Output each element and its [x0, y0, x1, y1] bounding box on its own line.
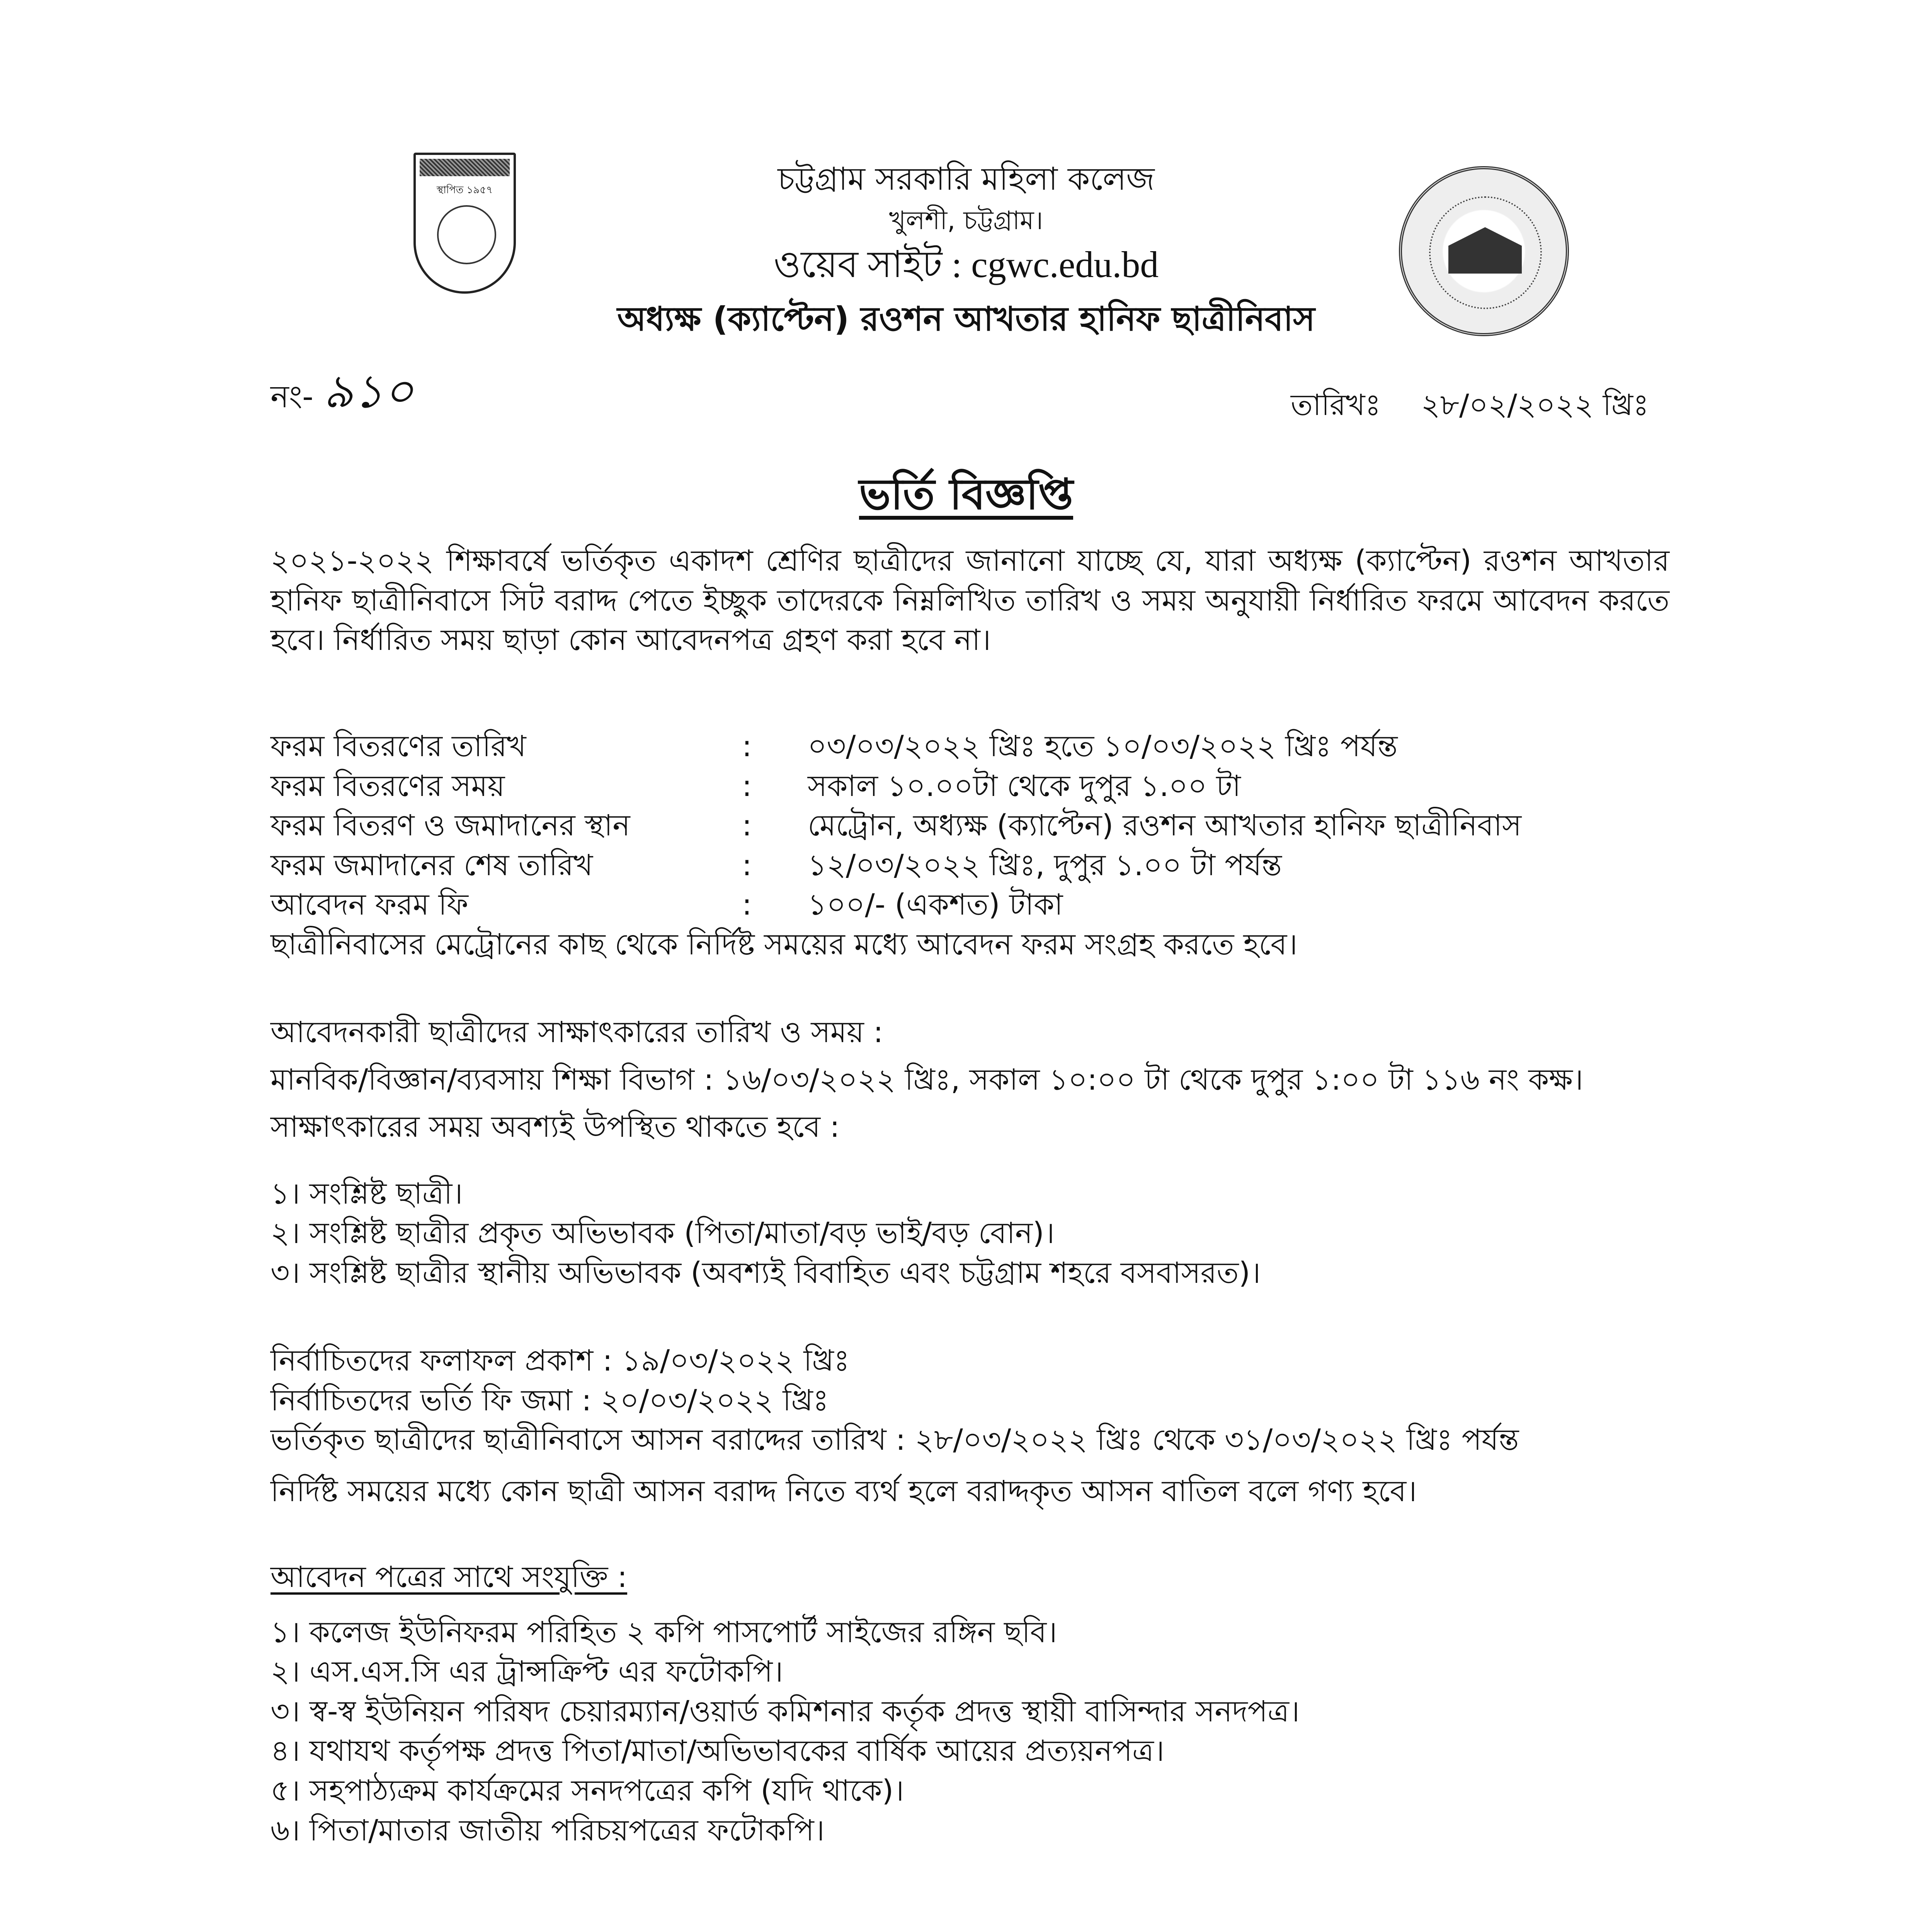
date-item: নির্বাচিতদের ফলাফল প্রকাশ : ১৯/০৩/২০২২ খ্রিঃ	[271, 1343, 850, 1378]
schedule-label: ফরম বিতরণ ও জমাদানের স্থান	[271, 808, 630, 843]
schedule-row	[271, 845, 1739, 885]
college-name: চট্টগ্রাম সরকারি মহিলা কলেজ	[778, 161, 1155, 197]
schedule-label: ফরম বিতরণের সময়	[271, 768, 505, 803]
attachments-section	[271, 1557, 1739, 1850]
key-dates	[271, 1341, 1739, 1511]
schedule-separator: :	[742, 887, 752, 922]
interview-detail: মানবিক/বিজ্ঞান/ব্যবসায় শিক্ষা বিভাগ : ১৬/০৩/২০২২ খ্রিঃ, সকাল ১০:০০ টা থেকে দুপুর ১:০০ টা ১১৬ নং কক্ষ।	[271, 1062, 1584, 1097]
schedule-separator: :	[742, 768, 752, 803]
attachment-item: ৩। স্ব-স্ব ইউনিয়ন পরিষদ চেয়ারম্যান/ওয়ার্ড কমিশনার কর্তৃক প্রদত্ত স্থায়ী বাসিন্দার সনদপত্র।	[271, 1694, 1300, 1728]
schedule-separator: :	[742, 808, 752, 843]
interview-section	[271, 1012, 1739, 1293]
schedule-separator: :	[742, 729, 752, 763]
presence-item: ৩। সংশ্লিষ্ট ছাত্রীর স্থানীয় অভিভাবক (অবশ্যই বিবাহিত এবং চট্টগ্রাম শহরে বসবাসরত)।	[271, 1255, 1261, 1290]
schedule-table	[271, 726, 1739, 964]
seat-note: নির্দিষ্ট সময়ের মধ্যে কোন ছাত্রী আসন বরাদ্দ নিতে ব্যর্থ হলে বরাদ্দকৃত আসন বাতিল বলে গণ্য হবে।	[271, 1473, 1417, 1508]
attachment-item: ১। কলেজ ইউনিফরম পরিহিত ২ কপি পাসপোর্ট সাইজের রঙ্গিন ছবি।	[271, 1614, 1057, 1649]
reference-number	[271, 355, 413, 433]
schedule-row	[271, 726, 1739, 766]
reference-number-label: নং-	[271, 379, 314, 415]
collect-note: ছাত্রীনিবাসের মেট্রোনের কাছ থেকে নির্দিষ্ট সময়ের মধ্যে আবেদন ফরম সংগ্রহ করতে হবে।	[271, 927, 1298, 961]
date-item: নির্বাচিতদের ভর্তি ফি জমা : ২০/০৩/২০২২ খ্রিঃ	[271, 1383, 829, 1417]
intro-paragraph: ২০২১-২০২২ শিক্ষাবর্ষে ভর্তিকৃত একাদশ শ্রেণির ছাত্রীদের জানানো যাচ্ছে যে, যারা অধ্যক্ষ (ক্যাপ্টেন) রওশন আখতার হানিফ ছাত্রীনিবাসে সিট বরাদ্দ পেতে ইচ্ছুক তাদেরকে নিম্নলিখিত তারিখ ও সময় অনুযায়ী নির্ধারিত ফরমে আবেদন করতে হবে। নির্ধারিত সময় ছাড়া কোন আবেদনপত্র গ্রহণ করা হবে না।	[271, 543, 1669, 657]
crest-established-text: স্থাপিত ১৯৫৭	[436, 184, 493, 196]
schedule-value: ১০০/- (একশত) টাকা	[808, 887, 1063, 922]
presence-heading: সাক্ষাৎকারের সময় অবশ্যই উপস্থিত থাকতে হবে :	[271, 1109, 840, 1144]
interview-heading: আবেদনকারী ছাত্রীদের সাক্ষাৎকারের তারিখ ও সময় :	[271, 1015, 883, 1049]
schedule-row	[271, 885, 1739, 925]
schedule-separator: :	[742, 847, 752, 882]
college-address: খুলশী, চট্টগ্রাম।	[889, 206, 1043, 235]
schedule-value: সকাল ১০.০০টা থেকে দুপুর ১.০০ টা	[808, 768, 1241, 803]
attachments-heading: আবেদন পত্রের সাথে সংযুক্তি :	[271, 1560, 628, 1594]
schedule-row	[271, 766, 1739, 806]
date-label: তারিখঃ	[1291, 388, 1381, 422]
notice-date	[1291, 383, 1649, 432]
schedule-value: ০৩/০৩/২০২২ খ্রিঃ হতে ১০/০৩/২০২২ খ্রিঃ পর্যন্ত	[808, 729, 1398, 763]
schedule-row	[271, 806, 1739, 845]
college-crest-icon	[413, 153, 516, 294]
schedule-label: ফরম জমাদানের শেষ তারিখ	[271, 847, 593, 882]
crest-banner	[420, 159, 510, 176]
date-item: ভর্তিকৃত ছাত্রীদের ছাত্রীনিবাসে আসন বরাদ্দের তারিখ : ২৮/০৩/২০২২ খ্রিঃ থেকে ৩১/০৩/২০২২ খ্রিঃ পর্যন্ত	[271, 1422, 1519, 1457]
reference-number-value: ৯১০	[323, 365, 414, 418]
schedule-value: ১২/০৩/২০২২ খ্রিঃ, দুপুর ১.০০ টা পর্যন্ত	[808, 847, 1282, 882]
date-value: ২৮/০২/২০২২ খ্রিঃ	[1421, 388, 1649, 422]
schedule-label: ফরম বিতরণের তারিখ	[271, 729, 526, 763]
schedule-label: আবেদন ফরম ফি	[271, 887, 468, 922]
crest-emblem	[437, 205, 496, 264]
hostel-name: অধ্যক্ষ (ক্যাপ্টেন) রওশন আখতার হানিফ ছাত্রীনিবাস	[617, 300, 1315, 338]
schedule-value: মেট্রোন, অধ্যক্ষ (ক্যাপ্টেন) রওশন আখতার হানিফ ছাত্রীনিবাস	[808, 808, 1522, 843]
attachment-item: ৬। পিতা/মাতার জাতীয় পরিচয়পত্রের ফটোকপি।	[271, 1813, 825, 1847]
college-website-link[interactable]: ওয়েব সাইট : cgwc.edu.bd	[773, 244, 1159, 285]
notice-title: ভর্তি বিজ্ঞপ্তি	[859, 469, 1074, 519]
attachment-item: ৪। যথাযথ কর্তৃপক্ষ প্রদত্ত পিতা/মাতা/অভিভাবকের বার্ষিক আয়ের প্রত্যয়নপত্র।	[271, 1733, 1165, 1768]
attachment-item: ৫। সহপাঠ্যক্রম কার্যক্রমের সনদপত্রের কপি (যদি থাকে)।	[271, 1773, 904, 1808]
presence-item: ১। সংশ্লিষ্ট ছাত্রী।	[271, 1176, 463, 1211]
attachment-item: ২। এস.এস.সি এর ট্রান্সক্রিপ্ট এর ফটোকপি।	[271, 1654, 783, 1689]
presence-item: ২। সংশ্লিষ্ট ছাত্রীর প্রকৃত অভিভাবক (পিতা/মাতা/বড় ভাই/বড় বোন)।	[271, 1216, 1055, 1250]
